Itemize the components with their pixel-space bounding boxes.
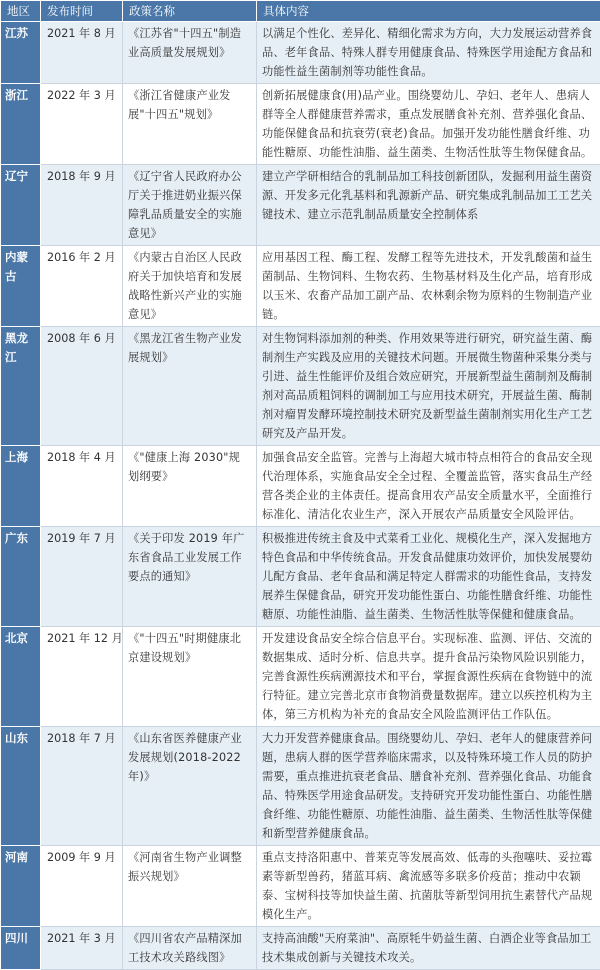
content-cell: 对生物饲料添加剂的种类、作用效果等进行研究，研究益生菌、酶制剂生产实践及应用的关键技术问题。开展微生物菌种采集分类与引进、益生性能评价及组合效应研究，开展新型益生菌制剂及酶制剂对高品质粗饲料的调制加工与应用技术研究，开展益生菌、酶制剂对瘤胃发酵环境控制技术研究及新型益生菌制剂实用化生产工艺研究及产品开发。 [257, 327, 600, 446]
content-cell: 创新拓展健康食(用)品产业。围绕婴幼儿、孕妇、老年人、患病人群等全人群健康营养需求，重点发展膳食补充剂、营养强化食品、功能保健食品和抗衰劳(衰老)食品。加强开发功能性膳食纤维、功能性糖原、功能性油脂、益生菌类、生物活性肽等生物保健食品。 [257, 84, 600, 165]
policy-cell: 《四川省农产品精深加工技术攻关路线图》 [123, 927, 257, 970]
region-cell: 四川 [1, 927, 41, 970]
table-row [1, 22, 600, 84]
content-cell: 开发建设食品安全综合信息平台。实现标准、监测、评估、交流的数据集成、适时分析、信息共享。提升食品污染物风险识别能力，完善食源性疾病溯源技术和平台，掌握食源性疾病在食物链中的流行特征。建立完善北京市食物消费量数据库。建立以疾控机构为主体，第三方机构为补充的食品安全风险监测评估工作队伍。 [257, 627, 600, 727]
policy-cell: 《浙江省健康产业发展"十四五"规划》 [123, 84, 257, 165]
content-cell: 以满足个性化、差异化、精细化需求为方向，大力发展运动营养食品、老年食品、特殊人群专用健康食品、特殊医学用途配方食品和功能性益生菌制剂等功能性食品。 [257, 22, 600, 84]
table-row [1, 627, 600, 727]
policy-cell: 《河南省生物产业调整振兴规划》 [123, 846, 257, 927]
date-cell: 2016 年 2 月 [41, 246, 123, 327]
content-cell: 重点支持洛阳惠中、普莱克等发展高效、低毒的头孢噻呋、妥拉霉素等新型兽药，猪蓝耳病、禽流感等多联多价疫苗；推动中农颖泰、宝树科技等加快益生菌、抗菌肽等新型饲用抗生素替代产品规模化生产。 [257, 846, 600, 927]
date-cell: 2019 年 7 月 [41, 527, 123, 627]
table-row [1, 846, 600, 927]
region-cell: 上海 [1, 446, 41, 527]
header-region: 地区 [1, 1, 41, 22]
policy-cell: 《"健康上海 2030"规划纲要》 [123, 446, 257, 527]
table-row [1, 527, 600, 627]
region-cell: 内蒙古 [1, 246, 41, 327]
content-cell: 建立产学研相结合的乳制品加工科技创新团队，发掘利用益生菌资源、开发多元化乳基料和乳源新产品、研究集成乳制品加工工艺关键技术、建立示范乳制品质量安全控制体系 [257, 165, 600, 246]
date-cell: 2009 年 9 月 [41, 846, 123, 927]
header-row [1, 1, 600, 22]
content-cell: 大力开发营养健康食品。围绕婴幼儿、孕妇、老年人的健康营养问题，患病人群的医学营养临床需求，以及特殊环境工作人员的防护需要，重点推进抗衰老食品、膳食补充剂、营养强化食品、功能食品、特殊医学用途食品研发。支持研究开发功能性蛋白、功能性膳食纤维、功能性糖原、功能性油脂、益生菌类、生物活性肽等保健和新型营养健康食品。 [257, 727, 600, 846]
date-cell: 2018 年 4 月 [41, 446, 123, 527]
table-row [1, 327, 600, 446]
policy-cell: 《黑龙江省生物产业发展规划》 [123, 327, 257, 446]
policy-cell: 《江苏省"十四五"制造业高质量发展规划》 [123, 22, 257, 84]
policy-cell: 《关于印发 2019 年广东省食品工业发展工作要点的通知》 [123, 527, 257, 627]
content-cell: 加强食品安全监管。完善与上海超大城市特点相符合的食品安全现代治理体系，实施食品安全全过程、全覆盖监管，落实食品生产经营各类企业的主体责任。提高食用农产品安全质量水平，全面推行标准化、清洁化农业生产，深入开展农产品质量安全风险评估。 [257, 446, 600, 527]
content-cell: 积极推进传统主食及中式菜肴工业化、规模化生产，深入发掘地方特色食品和中华传统食品。开发食品健康功效评价，加快发展婴幼儿配方食品、老年食品和满足特定人群需求的功能性食品，支持发展养生保健食品，研究开发功能性蛋白、功能性膳食纤维、功能性糖原、功能性油脂、益生菌类、生物活性肽等保健和健康食品。 [257, 527, 600, 627]
content-cell: 支持高油酸"天府菜油"、高原牦牛奶益生菌、白酒企业等食品加工技术集成创新与关键技术攻关。 [257, 927, 600, 970]
table-row [1, 84, 600, 165]
content-cell: 应用基因工程、酶工程、发酵工程等先进技术，开发乳酸菌和益生菌制品、生物饲料、生物农药、生物基材料及生化产品，培育形成以玉米、农畜产品加工副产品、农林剩余物为原料的生物制造产业链。 [257, 246, 600, 327]
table-row [1, 246, 600, 327]
date-cell: 2022 年 3 月 [41, 84, 123, 165]
table-row [1, 727, 600, 846]
policy-cell: 《"十四五"时期健康北京建设规划》 [123, 627, 257, 727]
region-cell: 江苏 [1, 22, 41, 84]
table-row [1, 446, 600, 527]
region-cell: 辽宁 [1, 165, 41, 246]
date-cell: 2018 年 7 月 [41, 727, 123, 846]
header-date: 发布时间 [41, 1, 123, 22]
region-cell: 北京 [1, 627, 41, 727]
policy-cell: 《内蒙古自治区人民政府关于加快培育和发展战略性新兴产业的实施意见》 [123, 246, 257, 327]
table-row [1, 927, 600, 970]
date-cell: 2021 年 12 月 [41, 627, 123, 727]
date-cell: 2021 年 8 月 [41, 22, 123, 84]
region-cell: 山东 [1, 727, 41, 846]
region-cell: 广东 [1, 527, 41, 627]
table-row [1, 165, 600, 246]
date-cell: 2008 年 6 月 [41, 327, 123, 446]
policy-cell: 《山东省医养健康产业发展规划(2018-2022 年)》 [123, 727, 257, 846]
region-cell: 浙江 [1, 84, 41, 165]
date-cell: 2018 年 9 月 [41, 165, 123, 246]
header-content: 具体内容 [257, 1, 600, 22]
policy-cell: 《辽宁省人民政府办公厅关于推进奶业振兴保障乳品质量安全的实施意见》 [123, 165, 257, 246]
region-cell: 黑龙江 [1, 327, 41, 446]
region-cell: 河南 [1, 846, 41, 927]
date-cell: 2021 年 3 月 [41, 927, 123, 970]
header-policy: 政策名称 [123, 1, 257, 22]
